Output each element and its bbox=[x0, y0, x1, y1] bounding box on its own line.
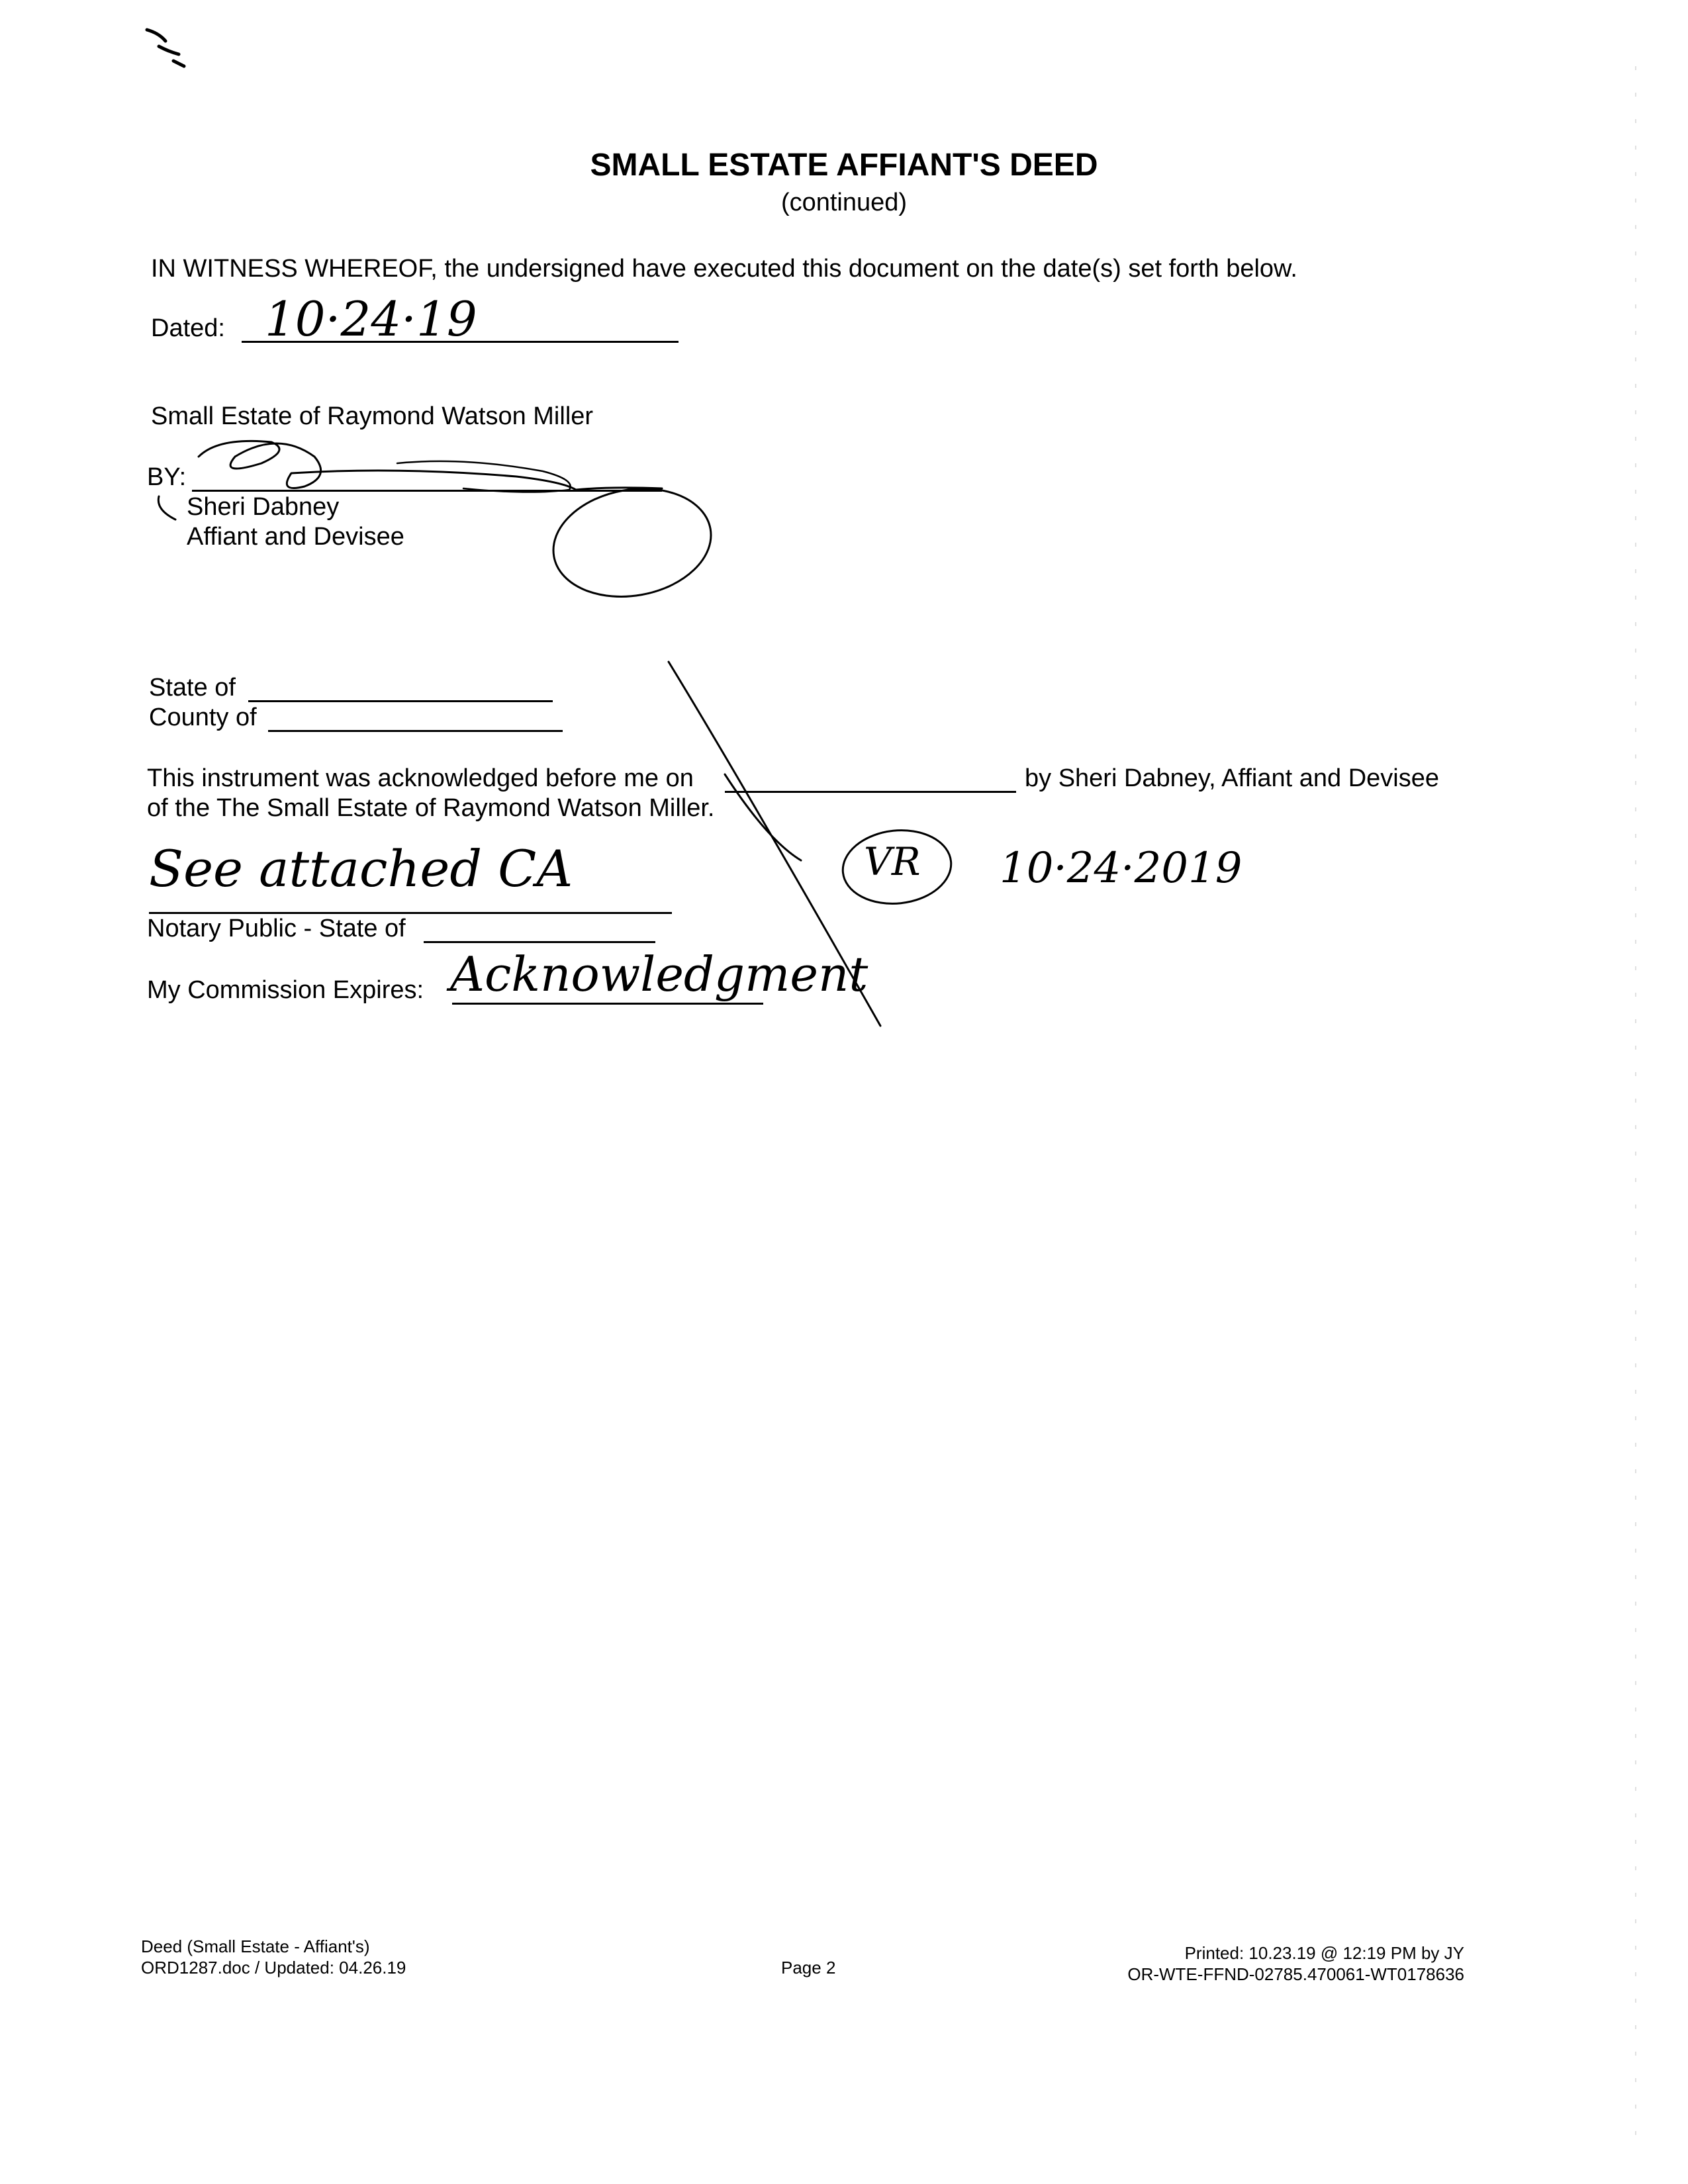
dated-handwritten-value: 10·24·19 bbox=[265, 291, 477, 347]
handwritten-see-attached: See attached CA bbox=[149, 839, 573, 898]
footer-right-line2: OR-WTE-FFND-02785.470061-WT0178636 bbox=[1127, 1964, 1464, 1984]
document-title: SMALL ESTATE AFFIANT'S DEED bbox=[590, 148, 1098, 183]
signature-scribble bbox=[199, 441, 662, 490]
state-label: State of bbox=[149, 674, 236, 702]
footer-left-line2: ORD1287.doc / Updated: 04.26.19 bbox=[141, 1958, 406, 1978]
handwritten-initials: VR bbox=[864, 839, 921, 884]
signature-loop bbox=[545, 477, 720, 608]
witness-statement: IN WITNESS WHEREOF, the undersigned have executed this document on the date(s) set forth below. bbox=[151, 255, 1297, 283]
footer-right-line1: Printed: 10.23.19 @ 12:19 PM by JY bbox=[1184, 1943, 1464, 1963]
footer-page-number: Page 2 bbox=[781, 1958, 836, 1978]
acknowledgment-text-3: of the The Small Estate of Raymond Watson Miller. bbox=[147, 794, 715, 822]
estate-name: Small Estate of Raymond Watson Miller bbox=[151, 402, 594, 430]
dated-label: Dated: bbox=[151, 314, 225, 342]
initials-circle bbox=[839, 825, 955, 909]
footer-left-line1: Deed (Small Estate - Affiant's) bbox=[141, 1936, 370, 1956]
handwritten-date: 10·24·2019 bbox=[1000, 844, 1243, 893]
county-label: County of bbox=[149, 704, 257, 731]
acknowledgment-text-2: by Sheri Dabney, Affiant and Devisee bbox=[1025, 764, 1439, 792]
strike-line-2 bbox=[725, 774, 801, 860]
signer-name: Sheri Dabney bbox=[187, 493, 340, 521]
acknowledgment-text-1: This instrument was acknowledged before me on bbox=[147, 764, 694, 792]
handwritten-acknowledgment: Acknowledgment bbox=[450, 946, 868, 1002]
signature-hook bbox=[158, 496, 175, 520]
strike-line-1 bbox=[669, 662, 880, 1026]
signer-role: Affiant and Devisee bbox=[187, 523, 404, 551]
commission-label: My Commission Expires: bbox=[147, 976, 424, 1004]
notary-label: Notary Public - State of bbox=[147, 915, 406, 942]
scan-speck-mark bbox=[147, 30, 184, 66]
signature-flourish bbox=[397, 461, 571, 492]
by-label: BY: bbox=[147, 463, 187, 491]
document-subtitle: (continued) bbox=[780, 189, 908, 216]
